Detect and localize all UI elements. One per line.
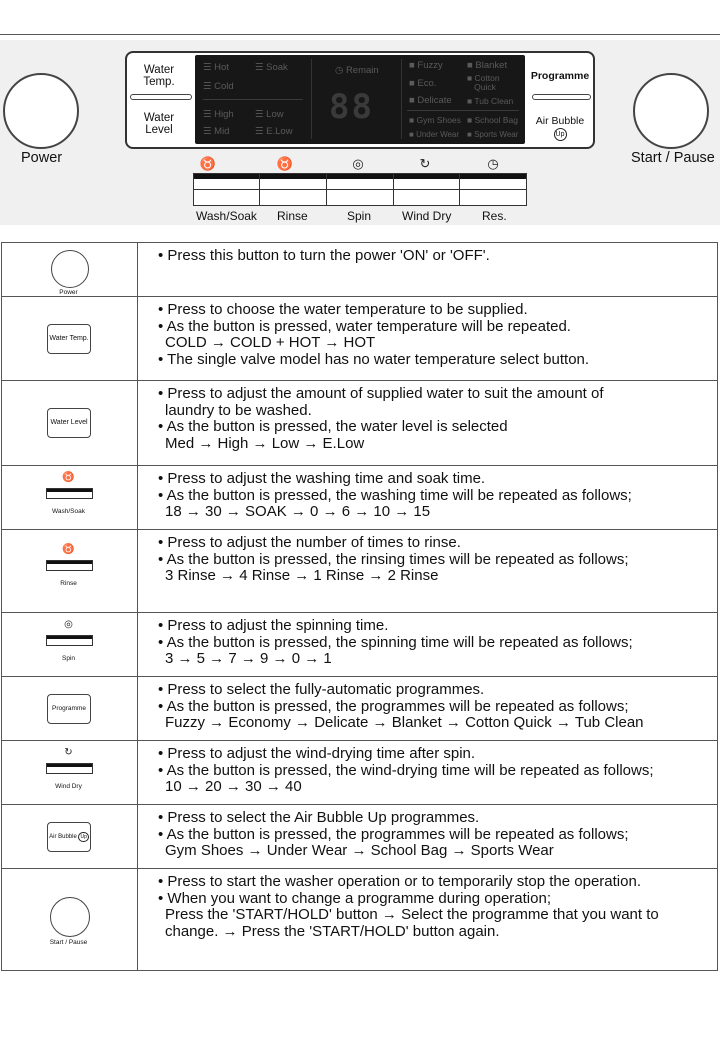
wash-soak-description: • Press to adjust the washing time and soak time. • As the button is pressed, the washing time will be repeated as follows; 18 → 30 → SOAK → 0 → 6 → 10 → 15 [138, 466, 718, 530]
water-temp-description: • Press to choose the water temperature to be supplied. • As the button is pressed, water temperature will be repeated. COLD → COLD + HOT → HOT • The single valve model has no water temperature select button. [138, 297, 718, 381]
water-level-sketch [2, 381, 138, 466]
display-high: ☰ High [203, 109, 234, 120]
spin-description: • Press to adjust the spinning time. • As the button is pressed, the spinning time will be repeated as follows; 3 → 5 → 7 → 9 → 0 → 1 [138, 613, 718, 677]
display-digits: 88 [329, 87, 374, 127]
power-sketch-label: Power [59, 289, 78, 296]
spin-icon: ◎ [64, 619, 73, 630]
spin-icon: ◎ [352, 156, 364, 171]
display-tub-clean: ■ Tub Clean [467, 96, 514, 106]
table-row [2, 677, 718, 741]
spin-button[interactable] [326, 173, 394, 206]
display-hot: ☰ Hot [203, 62, 229, 73]
rinse-button[interactable] [259, 173, 327, 206]
res-label: Res. [482, 209, 507, 223]
rinse-icon: ♉ [276, 156, 294, 171]
display-sports-wear: ■ Sports Wear [467, 130, 519, 139]
power-button[interactable] [3, 73, 79, 149]
air-bubble-description: • Press to select the Air Bubble Up programmes. • As the button is pressed, the programmes will be repeated as follows; Gym Shoes → Under Wear → School Bag → Sports Wear [138, 805, 718, 869]
start-pause-description: • Press to start the washer operation or to temporarily stop the operation. • When you want to change a programme during operation; Press the 'START/HOLD' button → Select the programme that you want to change. → Press the 'START/HOLD' button again. [138, 869, 718, 971]
spin-bar-sketch [46, 635, 93, 646]
power-button-sketch [51, 250, 89, 288]
air-bubble-button[interactable]: Air Bubble Up [528, 115, 592, 141]
wash-soak-button[interactable] [193, 173, 260, 206]
table-row [2, 869, 718, 971]
rinse-label: Rinse [277, 209, 308, 223]
wash-soak-sketch-label: Wash/Soak [52, 508, 85, 515]
rinse-description: • Press to adjust the number of times to rinse. • As the button is pressed, the rinsing times will be repeated as follows; 3 Rinse → 4 Rinse → 1 Rinse → 2 Rinse [138, 530, 718, 613]
wind-dry-label: Wind Dry [402, 209, 452, 223]
spin-sketch-label: Spin [61, 655, 75, 662]
water-level-button[interactable] [135, 112, 183, 136]
water-level-label-2: Level [145, 124, 173, 136]
wind-dry-bar-sketch [46, 763, 93, 774]
power-label: Power [21, 150, 63, 166]
programme-button-sketch: Programme [47, 694, 91, 724]
table-row [2, 805, 718, 869]
table-row [2, 243, 718, 297]
display-cotton-quick: ■ Cotton Quick [467, 73, 500, 92]
power-sketch [2, 243, 138, 297]
wind-dry-sketch-label: Wind Dry [55, 783, 82, 790]
table-row [2, 381, 718, 466]
display-gym-shoes: ■ Gym Shoes [409, 115, 461, 125]
power-description: • Press this button to turn the power 'ON' or 'OFF'. [138, 243, 718, 297]
air-bubble-button-sketch: Air Bubble Up [47, 822, 91, 852]
rinse-sketch-label: Rinse [60, 580, 77, 587]
led-display [195, 55, 525, 144]
display-mid: ☰ Mid [203, 126, 230, 137]
table-row [2, 530, 718, 613]
bubble-up-icon: Up [80, 834, 87, 840]
spin-sketch [2, 613, 138, 677]
wind-dry-description: • Press to adjust the wind-drying time after spin. • As the button is pressed, the wind-drying time will be repeated as follows; 10 → 20 → 30 → 40 [138, 741, 718, 805]
spin-label: Spin [347, 209, 372, 223]
table-row [2, 297, 718, 381]
water-button-divider [130, 94, 192, 100]
start-pause-button[interactable] [633, 73, 709, 149]
display-low: ☰ Low [255, 109, 284, 120]
top-rule [0, 34, 720, 35]
start-pause-sketch [2, 869, 138, 971]
display-fuzzy: ■ Fuzzy [409, 60, 443, 71]
programme-sketch [2, 677, 138, 741]
table-row [2, 466, 718, 530]
wind-dry-button[interactable] [393, 173, 460, 206]
wind-dry-sketch [2, 741, 138, 805]
display-school-bag: ■ School Bag [467, 115, 518, 125]
display-under-wear: ■ Under Wear [409, 130, 460, 139]
water-level-label-1: Water [143, 112, 175, 124]
wash-soak-label: Wash/Soak [196, 209, 257, 223]
start-pause-button-sketch [50, 897, 90, 937]
rinse-bar-sketch [46, 560, 93, 571]
wash-icon: ♉ [62, 472, 75, 483]
wash-soak-bar-sketch [46, 488, 93, 499]
display-elow: ☰ E.Low [255, 126, 293, 137]
display-cold: ☰ Cold [203, 81, 234, 92]
rinse-icon: ♉ [62, 544, 75, 555]
reserve-icon: ◷ [487, 156, 499, 171]
water-temp-label-2: Temp. [143, 76, 175, 88]
water-temp-button[interactable] [135, 64, 183, 88]
reserve-button[interactable] [459, 173, 527, 206]
display-soak: ☰ Soak [255, 62, 288, 73]
wind-dry-icon: ↻ [419, 156, 431, 171]
water-level-description: • Press to adjust the amount of supplied water to suit the amount of laundry to be washed. • As the button is pressed, the water level is selected Med → High → Low → E.Low [138, 381, 718, 466]
display-blanket: ■ Blanket [467, 60, 508, 71]
bubble-up-icon: Up [554, 128, 567, 141]
water-temp-button-sketch: Water Temp. [47, 324, 91, 354]
wash-soak-sketch [2, 466, 138, 530]
instruction-table [1, 242, 718, 971]
water-level-button-sketch: Water Level [47, 408, 91, 438]
programme-button[interactable]: Programme [530, 70, 590, 82]
table-row [2, 741, 718, 805]
wash-icon: ♉ [199, 156, 217, 171]
rinse-sketch [2, 530, 138, 613]
programme-button-divider [532, 94, 591, 100]
programme-description: • Press to select the fully-automatic programmes. • As the button is pressed, the programmes will be repeated as follows; Fuzzy → Economy → Delicate → Blanket → Cotton Quick → Tub Clean [138, 677, 718, 741]
water-temp-label-1: Water [143, 64, 175, 76]
start-pause-label: Start / Pause [631, 150, 715, 166]
table-row [2, 613, 718, 677]
wind-dry-icon: ↻ [64, 747, 73, 758]
water-temp-sketch [2, 297, 138, 381]
display-eco: ■ Eco. [409, 78, 437, 89]
air-bubble-sketch [2, 805, 138, 869]
display-remain: ◷ Remain [335, 65, 379, 76]
display-delicate: ■ Delicate [409, 95, 452, 106]
start-pause-sketch-label: Start / Pause [49, 939, 88, 946]
